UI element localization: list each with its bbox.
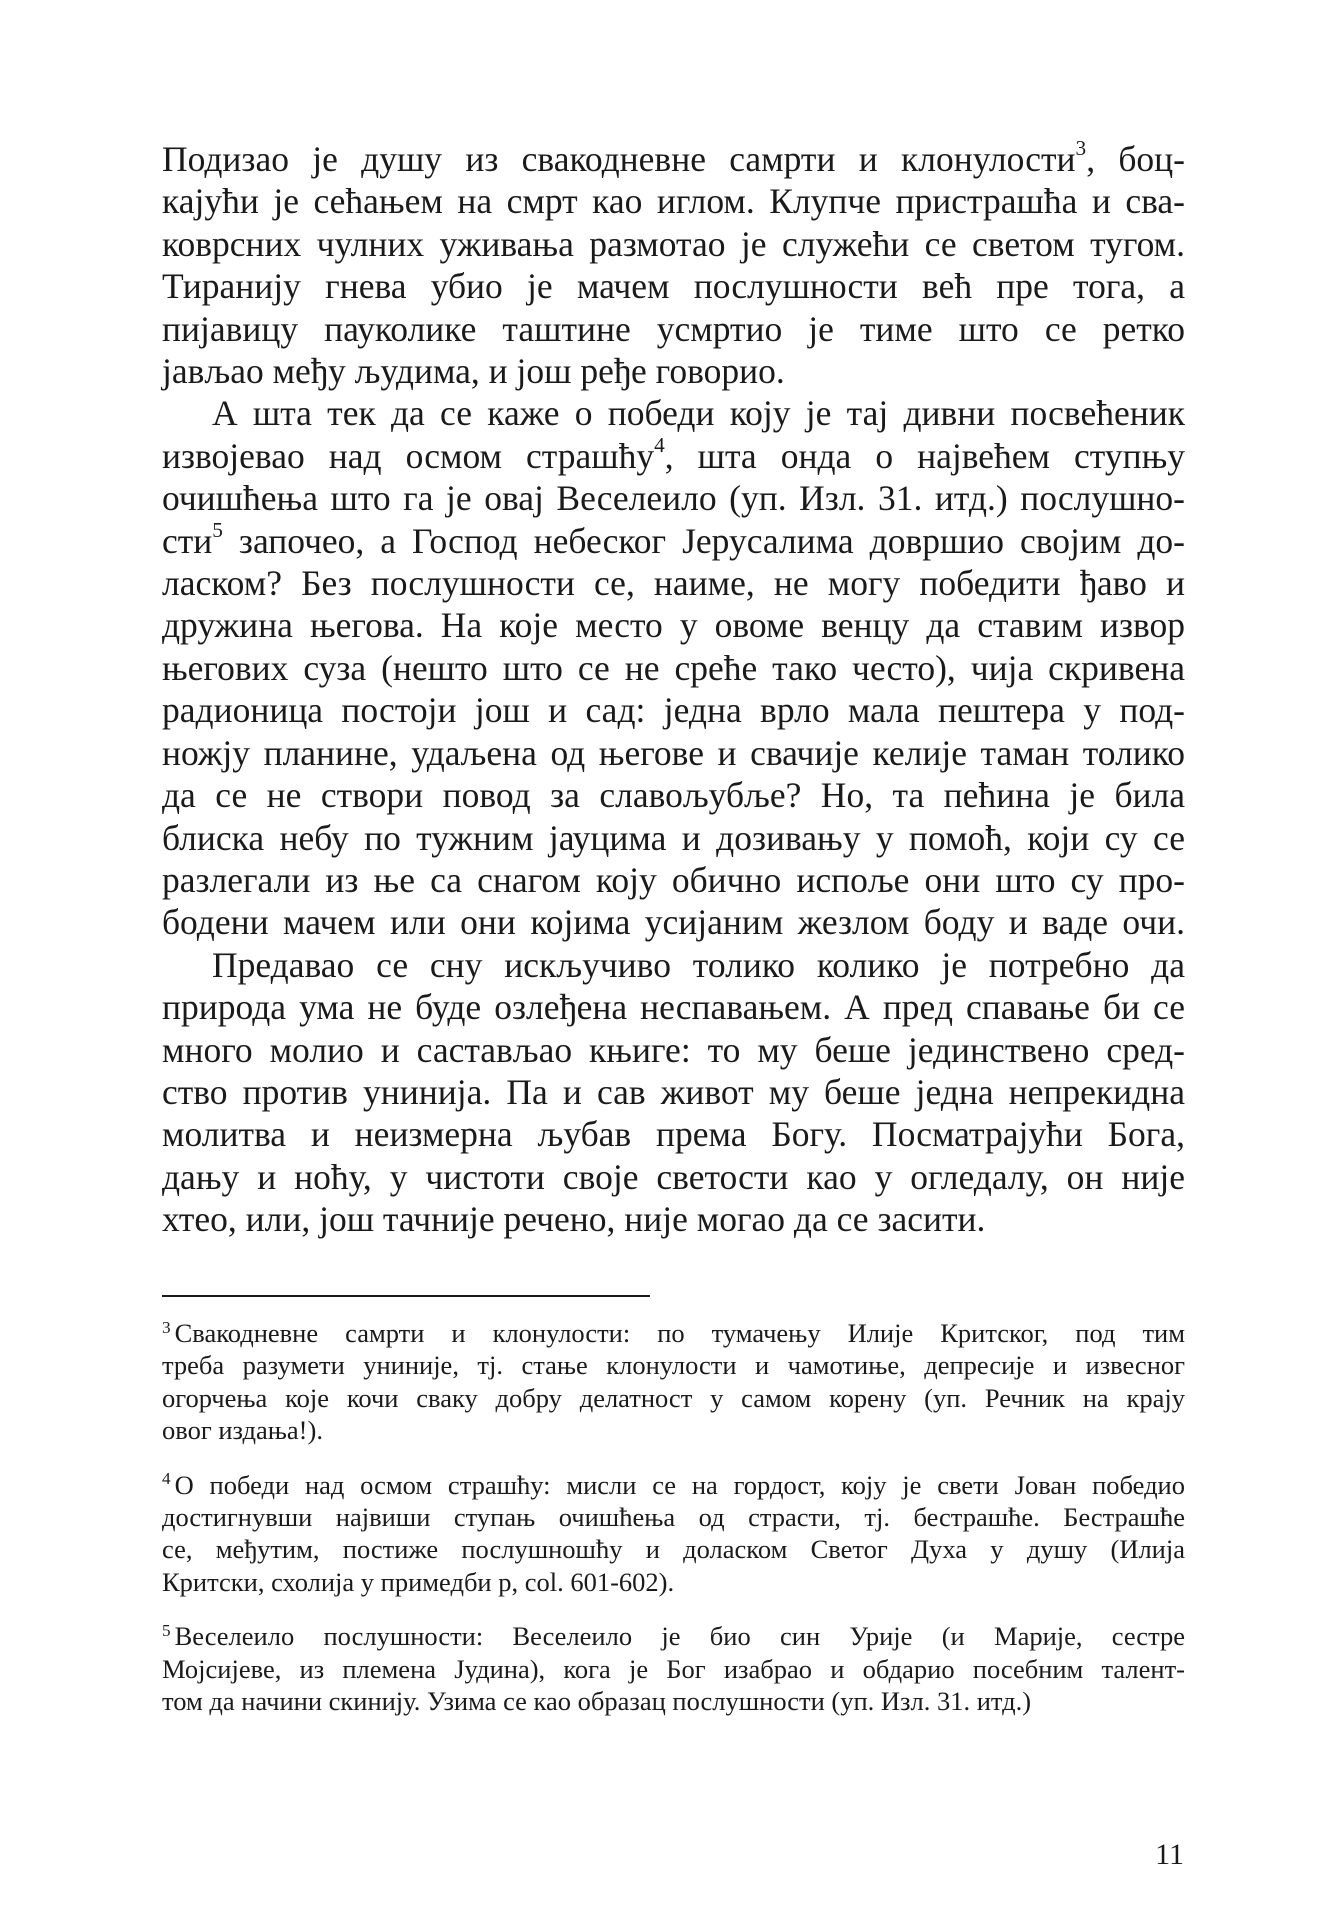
footnote-mark: 3 [162, 1317, 171, 1337]
footnote-line: треба разумети униније, тј. стање клонулости и чамотиње, депресије и извесног [162, 1350, 1185, 1381]
text-line: сти$^5$ започео, а Господ небеског Јерусалима довршио својим до- [162, 517, 1185, 561]
footnote-mark: 5 [162, 1620, 171, 1640]
text-line: природа ума не буде озлеђена неспавањем. А пред спавање би се [162, 987, 1185, 1028]
text-line: пијавицу пауколике таштине усмртио је тиме што се ретко [162, 308, 1185, 349]
text-line: његових суза (нешто што се не среће тако често), чија скривена [162, 647, 1185, 688]
text-line: Тиранију гнева убио је мачем послушности већ пре тога, а [162, 266, 1185, 307]
paragraph [162, 944, 1185, 1241]
text-line: ласком? Без послушности се, наиме, не могу победити ђаво и [162, 563, 1185, 604]
text-line: Подизао је душу из свакодневне самрти и клонулости$^3$, боц- [162, 136, 1185, 179]
text-line: хтео, или, још тачније речено, није могао да се засити. [162, 1199, 986, 1240]
footnote-reference: 4 [654, 432, 665, 457]
main-text [162, 138, 1185, 1241]
text-line: Предавао се сну искључиво толико колико је потребно да [212, 944, 1185, 985]
footnote-line: овог издања!). [162, 1415, 323, 1446]
footnote-divider [162, 1295, 650, 1297]
footnote-line: $^3$ Свакодневне самрти и клонулости: по тумачењу Илије Критског, под тим [162, 1317, 1185, 1348]
footnote-line: $^5$ Веселеило послушности: Веселеило је био син Урије (и Марије, сестре [162, 1620, 1185, 1652]
footnote-line: Мојсијеве, из племена Јудина), кога је Бог изабрао и обдарио посебним талент- [162, 1653, 1185, 1684]
text-line: коврсних чулних уживања размотао је служећи се светом тугом. [162, 223, 1185, 264]
paragraph [162, 392, 1185, 943]
text-line: да се не створи повод за славољубље? Но, та пећина је била [162, 775, 1185, 816]
footnote [162, 1469, 1185, 1599]
text-line: много молио и састављао књиге: то му беше јединствено сред- [162, 1029, 1185, 1070]
text-line: блиска небу по тужним јауцима и дозивању у помоћ, који су се [162, 817, 1185, 858]
text-line: А шта тек да се каже о победи коју је тај дивни посвећеник [212, 393, 1185, 434]
footnote-line: $^4$ О победи над осмом страшћу: мисли се на гордост, коју је свети Јован победио [162, 1469, 1185, 1500]
footnote-line: достигнувши највиши ступањ очишћења од страсти, тј. бестрашће. Бестрашће [162, 1502, 1185, 1533]
footnote-line: огорчења које кочи сваку добру делатност у самом корену (уп. Речник на крају [162, 1382, 1185, 1413]
footnote-reference: 5 [212, 517, 223, 542]
footnote [162, 1620, 1185, 1717]
text-line: дању и ноћу, у чистоти своје светости као у огледалу, он није [162, 1156, 1185, 1197]
footnote-line: се, међутим, постиже послушношћу и доласком Светог Духа у душу (Илија [162, 1534, 1185, 1565]
paragraph [162, 138, 1185, 392]
text-line: очишћења што га је овај Веселеило (уп. Изл. 31. итд.) послушно- [162, 478, 1185, 519]
text-line: бодени мачем или они којима усијаним жезлом боду и ваде очи. [162, 902, 1185, 943]
text-line: радионица постоји још и сад: једна врло мала пештера у под- [162, 690, 1185, 731]
text-line: јављао међу људима, и још ређе говорио. [162, 351, 785, 392]
text-line: ство против униниja. Па и сав живот му беше једна непрекидна [162, 1071, 1185, 1112]
footnote-line: том да начини скинију. Узима се као образац послушности (уп. Изл. 31. итд.) [162, 1686, 1032, 1717]
text-line: разлегали из ње са снагом коју обично испоље они што су про- [162, 859, 1185, 900]
text-line: дружина његова. На које место у овоме венцу да ставим извор [162, 605, 1185, 646]
footnote [162, 1317, 1185, 1447]
footnotes [162, 1317, 1185, 1739]
page-number: 11 [1155, 1838, 1184, 1871]
text-line: молитва и неизмерна љубав према Богу. Посматрајући Бога, [162, 1114, 1185, 1155]
footnote-reference: 3 [1075, 136, 1087, 161]
footnote-mark: 4 [162, 1469, 171, 1489]
text-line: ножју планине, удаљена од његове и свачије келије таман толико [162, 732, 1185, 773]
text-line: извојевао над осмом страшћу$^4$, шта онда о највећем ступњу [162, 432, 1186, 476]
text-line: кајући је сећањем на смрт као иглом. Клупче пристрашћа и сва- [162, 181, 1185, 222]
footnote-line: Критски, схолија у примедби р, col. 601-602). [162, 1566, 675, 1597]
